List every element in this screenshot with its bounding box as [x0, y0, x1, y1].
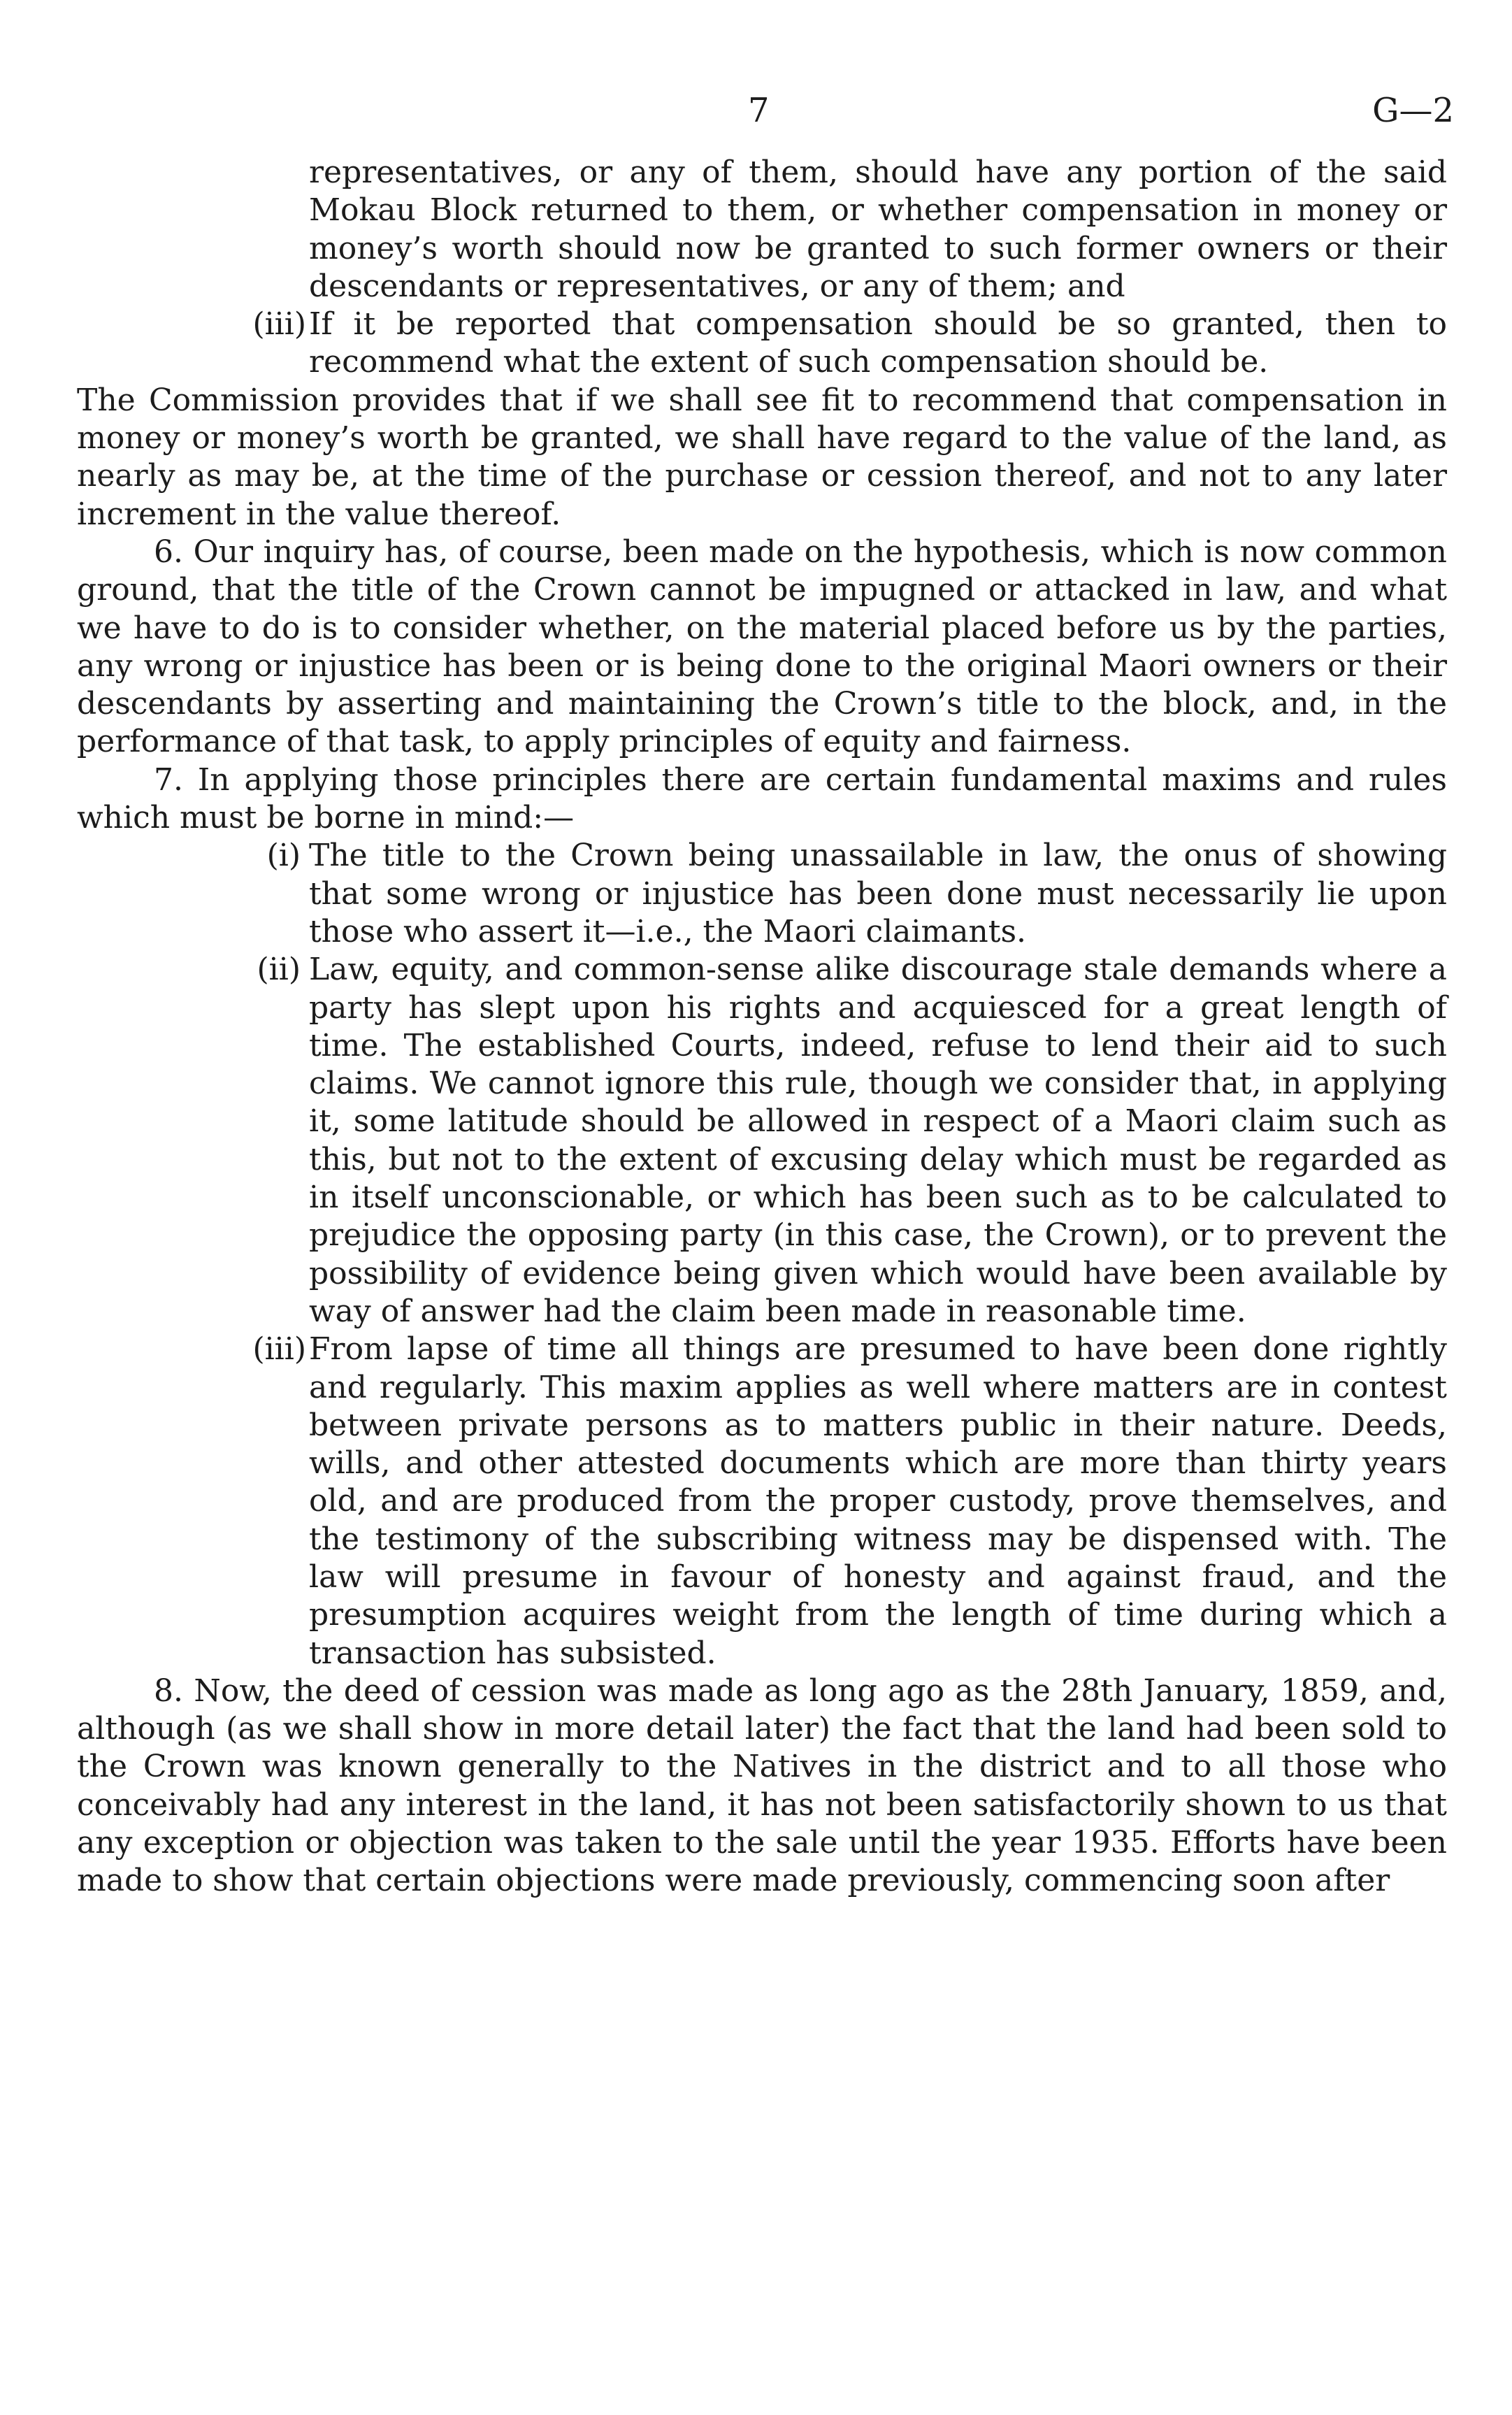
- document-code: G—2: [1372, 91, 1454, 130]
- list-item-text: If it be reported that compensation should be so granted, then to recommend what the extent of such compensation should be.: [309, 306, 1447, 380]
- paragraph-6: 6. Our inquiry has, of course, been made on the hypothesis, which is now common ground, that the title of the Crown cannot be impugned or attacked in law, and what we have to do is to consider whether, on the material placed before us by the parties, any wrong or injustice has been or is being done to the original Maori owners or their descendants by asserting and maintaining the Crown’s title to the block, and, in the performance of that task, to apply principles of equity and fairness.: [77, 533, 1447, 760]
- list-item-text: The title to the Crown being unassailable in law, the onus of showing that some wrong or injustice has been done must necessarily lie upon those who assert it—i.e., the Maori claimants.: [309, 838, 1447, 949]
- list-item-continuation: [77, 154, 1447, 306]
- page-header: [77, 91, 1454, 154]
- page-number: 7: [748, 91, 770, 130]
- list-item-text: From lapse of time all things are presumed to have been done rightly and regularly. This maxim applies as well where matters are in contest between private persons as to matters public in their nature. Deeds, wills, and other attested documents which are more than thirty years old, and are produced from the proper custody, prove themselves, and the testimony of the subscribing witness may be dispensed with. The law will presume in favour of honesty and against fraud, and the presumption acquires weight from the length of time during which a transaction has subsisted.: [309, 1331, 1447, 1671]
- list-item-number: (iii): [252, 1331, 306, 1368]
- list-item-number: (i): [266, 838, 301, 874]
- list-item-text: Law, equity, and common-sense alike discourage stale demands where a party has slept upon his rights and acquiesced for a great length of time. The established Courts, indeed, refuse to lend their aid to such claims. We cannot ignore this rule, though we consider that, in applying it, some latitude should be allowed in respect of a Maori claim such as this, but not to the extent of excusing delay which must be regarded as in itself unconscionable, or which has been such as to be calculated to prejudice the opposing party (in this case, the Crown), or to prevent the possibility of evidence being given which would have been available by way of answer had the claim been made in reasonable time.: [309, 952, 1447, 1329]
- maxim-item-i: [77, 837, 1447, 951]
- maxim-item-ii: [77, 951, 1447, 1331]
- paragraph-7: 7. In applying those principles there are certain fundamental maxims and rules which must be borne in mind:—: [77, 761, 1447, 836]
- maxim-item-iii: [77, 1331, 1447, 1672]
- list-item-number: (ii): [257, 952, 301, 988]
- list-item-text: representatives, or any of them, should have any portion of the said Mokau Block returned to them, or whether compensation in money or money’s worth should now be granted to such former owners or their descendants or representatives, or any of them; and: [309, 155, 1447, 304]
- document-page: [77, 91, 1454, 1900]
- paragraph-8: 8. Now, the deed of cession was made as long ago as the 28th January, 1859, and, although (as we shall show in more detail later) the fact that the land had been sold to the Crown was known generally to the Natives in the district and to all those who conceivably had any interest in the land, it has not been satisfactorily shown to us that any exception or objection was taken to the sale until the year 1935. Efforts have been made to show that certain objections were made previously, commencing soon after: [77, 1672, 1447, 1899]
- body-text: [77, 154, 1447, 1900]
- paragraph-commission: The Commission provides that if we shall see fit to recommend that compensation in money or money’s worth be granted, we shall have regard to the value of the land, as nearly as may be, at the time of the purchase or cession thereof, and not to any later increment in the value thereof.: [77, 382, 1447, 532]
- list-item-number: (iii): [252, 306, 306, 343]
- list-item-iii: [77, 306, 1447, 382]
